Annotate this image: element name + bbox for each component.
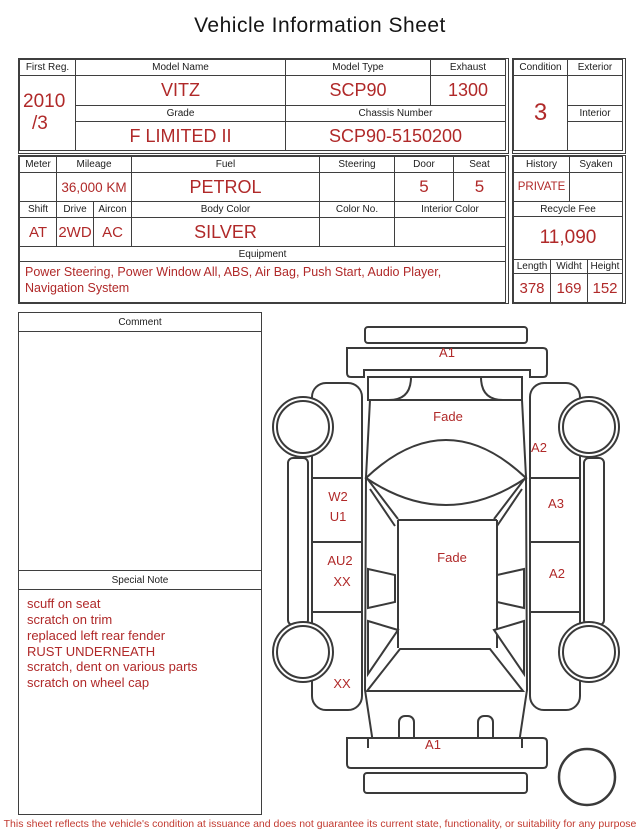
comment-area: [19, 332, 261, 570]
spec-table: [18, 155, 509, 304]
exhaust-label: Exhaust: [430, 59, 506, 76]
exhaust-value: 1300: [430, 75, 506, 106]
model-type-value: SCP90: [285, 75, 431, 106]
meter-value: [19, 172, 57, 202]
exterior-label: Exterior: [567, 59, 623, 76]
damage-label-front-bumper: A1: [439, 345, 455, 360]
rear-right-wheel-icon: [559, 622, 619, 682]
first-reg-label: First Reg.: [19, 59, 76, 76]
history-value: PRIVATE: [513, 172, 570, 202]
damage-label-left-front-door-1: W2: [328, 489, 348, 504]
damage-label-left-rear-fender: XX: [333, 676, 351, 691]
left-sill-panel: [288, 458, 308, 625]
right-b-pillar: [497, 569, 524, 608]
history-label: History: [513, 156, 570, 173]
model-name-value: VITZ: [75, 75, 286, 106]
shift-value: AT: [19, 217, 57, 247]
recycle-fee-value: 11,090: [513, 216, 623, 260]
special-note-line: scratch on trim: [27, 611, 113, 627]
meter-label: Meter: [19, 156, 57, 173]
drive-value: 2WD: [56, 217, 94, 247]
history-block: [512, 155, 626, 304]
interior-color-value: [394, 217, 506, 247]
damage-label-right-front-fender: A2: [531, 440, 547, 455]
front-right-wheel-icon: [559, 397, 619, 457]
fuel-value: PETROL: [131, 172, 320, 202]
first-reg-value: [19, 75, 76, 151]
special-note-line: scuff on seat: [27, 596, 101, 611]
equipment-value: Power Steering, Power Window All, ABS, Air Bag, Push Start, Audio Player, Navigation System: [19, 261, 506, 303]
special-note-header: Special Note: [19, 570, 261, 590]
car-damage-diagram: [270, 310, 640, 815]
comment-header: Comment: [19, 313, 261, 332]
syaken-value: [569, 172, 623, 202]
page-title: Vehicle Information Sheet: [194, 14, 446, 37]
special-note-line: scratch on wheel cap: [27, 675, 150, 691]
color-no-value: [319, 217, 395, 247]
exterior-value: [567, 75, 623, 106]
left-b-pillar: [368, 569, 395, 608]
syaken-label: Syaken: [569, 156, 623, 173]
grade-value: F LIMITED II: [75, 121, 286, 151]
mileage-value: 36,000 KM: [56, 172, 132, 202]
spare-tire-icon: [559, 749, 615, 805]
grade-label: Grade: [75, 105, 286, 122]
equipment-label: Equipment: [19, 246, 506, 262]
interior-label: Interior: [567, 105, 623, 122]
height-label: Height: [587, 259, 623, 274]
interior-color-label: Interior Color: [394, 201, 506, 218]
door-label: Door: [394, 156, 454, 173]
condition-value: 3: [513, 75, 568, 151]
damage-label-left-rear-door-2: XX: [333, 574, 351, 589]
first-reg-year: 2010: [23, 91, 66, 113]
condition-label: Condition: [513, 59, 568, 76]
shift-label: Shift: [19, 201, 57, 218]
model-name-label: Model Name: [75, 59, 286, 76]
height-value: 152: [587, 273, 623, 303]
aircon-label: Aircon: [93, 201, 132, 218]
cowl-panel: [368, 377, 522, 400]
seat-value: 5: [453, 172, 506, 202]
interior-value: [567, 121, 623, 151]
damage-label-left-front-door-2: U1: [329, 509, 347, 524]
info-table: [18, 58, 509, 154]
rear-bumper-bottom-bar: [364, 773, 527, 793]
width-value: 169: [550, 273, 588, 303]
drive-label: Drive: [56, 201, 94, 218]
front-left-wheel-icon: [273, 397, 333, 457]
special-note-line: RUST UNDERNEATH: [27, 643, 156, 659]
damage-label-right-front-door: A3: [548, 496, 564, 511]
door-value: 5: [394, 172, 454, 202]
recycle-fee-label: Recycle Fee: [513, 201, 623, 217]
aircon-value: AC: [93, 217, 132, 247]
body-color-value: SILVER: [131, 217, 320, 247]
right-sill-panel: [584, 458, 604, 625]
mileage-label: Mileage: [56, 156, 132, 173]
chassis-number-label: Chassis Number: [285, 105, 506, 122]
rear-bumper-bar: [347, 738, 547, 768]
disclaimer-text: This sheet reflects the vehicle's condition at issuance and does not guarantee its current state, functionality, or suitability for any purpose: [3, 818, 637, 830]
special-note-area: [19, 590, 261, 814]
steering-label: Steering: [319, 156, 395, 173]
steering-value: [319, 172, 395, 202]
damage-label-right-rear-door: A2: [549, 566, 565, 581]
damage-label-left-rear-door-1: AU2: [327, 553, 353, 568]
chassis-number-value: SCP90-5150200: [285, 121, 506, 151]
damage-label-roof: Fade: [437, 550, 467, 565]
front-bumper-top-bar: [365, 327, 527, 343]
comment-box: [18, 312, 262, 815]
first-reg-month: /3: [32, 113, 48, 134]
model-type-label: Model Type: [285, 59, 431, 76]
color-no-label: Color No.: [319, 201, 395, 218]
rear-left-wheel-icon: [273, 622, 333, 682]
special-note-line: replaced left rear fender: [27, 627, 166, 643]
length-label: Length: [513, 259, 551, 274]
damage-label-rear-bumper: A1: [425, 737, 441, 752]
special-note-line: scratch, dent on various parts: [27, 659, 198, 675]
seat-label: Seat: [453, 156, 506, 173]
damage-label-hood: Fade: [433, 409, 463, 424]
fuel-label: Fuel: [131, 156, 320, 173]
body-color-label: Body Color: [131, 201, 320, 218]
width-label: Widht: [550, 259, 588, 274]
condition-block: [512, 58, 626, 154]
length-value: 378: [513, 273, 551, 303]
